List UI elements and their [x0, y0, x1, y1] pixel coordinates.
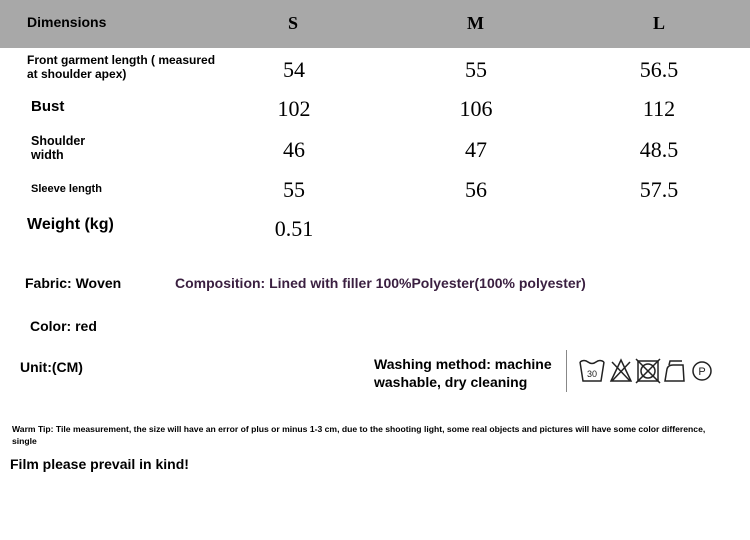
- row-label: Weight (kg): [27, 216, 114, 233]
- no-bleach-icon: [611, 360, 631, 381]
- washing-method-line1: Washing method: machine: [374, 356, 552, 372]
- wash-30-icon: [580, 361, 604, 382]
- size-m-header: M: [467, 13, 484, 33]
- color-info: Color: red: [30, 318, 97, 334]
- value-m: 56: [465, 177, 487, 202]
- fabric-info: Fabric: Woven: [25, 275, 122, 291]
- iron-icon: [665, 361, 684, 381]
- value-s: 0.51: [274, 216, 314, 241]
- care-icons: [578, 354, 718, 393]
- no-tumble-dry-icon: [636, 359, 660, 383]
- row-label: Shoulder width: [31, 134, 86, 162]
- value-s: 102: [277, 96, 311, 121]
- wash-temp-label: 30: [586, 369, 598, 379]
- value-l: 112: [642, 96, 676, 121]
- row-label: Front garment length ( measured at shoulder apex): [27, 53, 216, 81]
- value-m: 47: [465, 137, 487, 162]
- film-note: Film please prevail in kind!: [10, 456, 189, 472]
- composition-info: Composition: Lined with filler 100%Polyester(100% polyester): [175, 275, 586, 291]
- row-label: Sleeve length: [31, 183, 102, 195]
- value-l: 56.5: [639, 57, 679, 82]
- value-l: 48.5: [639, 137, 679, 162]
- washing-method-line2: washable, dry cleaning: [374, 374, 528, 390]
- value-s: 55: [283, 177, 305, 202]
- value-m: 106: [459, 96, 493, 121]
- value-l: 57.5: [639, 177, 679, 202]
- size-l-header: L: [653, 13, 666, 33]
- table-header: [0, 0, 750, 48]
- dry-clean-p-icon: [693, 362, 711, 380]
- warm-tip: Warm Tip: Tile measurement, the size will have an error of plus or minus 1-3 cm, due to the shooting light, some real objects and pictures will have some color difference, single: [12, 424, 706, 446]
- value-m: 55: [465, 57, 487, 82]
- unit-info: Unit:(CM): [20, 359, 83, 375]
- dimensions-header: Dimensions: [27, 14, 107, 30]
- divider: [566, 350, 567, 392]
- dry-clean-letter: P: [698, 366, 706, 378]
- row-label: Bust: [31, 98, 65, 115]
- washing-method: [374, 355, 552, 391]
- value-s: 54: [283, 57, 305, 82]
- value-s: 46: [283, 137, 305, 162]
- size-s-header: S: [288, 13, 299, 33]
